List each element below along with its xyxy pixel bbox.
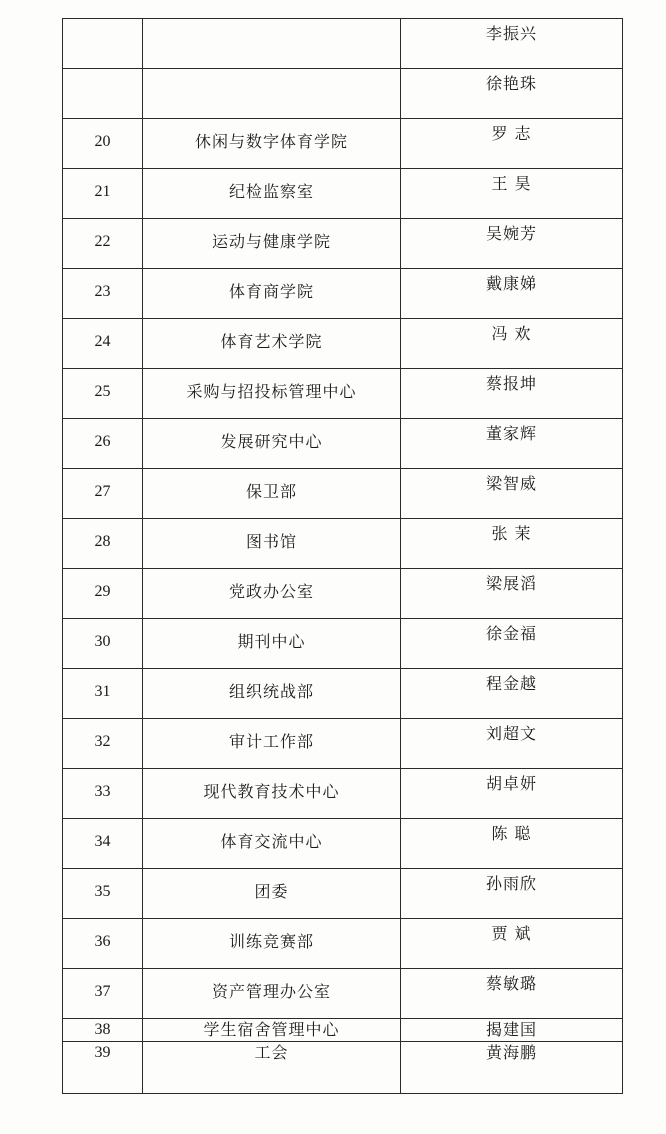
name-cell-text: 黄海鹏 xyxy=(485,1043,537,1062)
department-cell-text: 审计工作部 xyxy=(228,732,314,751)
name-cell xyxy=(401,619,623,669)
department-cell-text xyxy=(143,19,400,33)
table-row xyxy=(63,619,623,669)
row-number xyxy=(63,19,143,69)
table-row xyxy=(63,1019,623,1042)
department-cell xyxy=(143,969,401,1019)
department-cell-text: 党政办公室 xyxy=(228,582,314,601)
name-cell-text: 罗 志 xyxy=(491,124,532,143)
department-cell xyxy=(143,769,401,819)
row-number xyxy=(63,469,143,519)
name-cell xyxy=(401,719,623,769)
row-number-text: 26 xyxy=(94,433,111,450)
name-cell-text: 梁展滔 xyxy=(485,574,537,593)
department-cell-text: 体育交流中心 xyxy=(220,832,323,851)
name-cell-text: 程金越 xyxy=(485,674,537,693)
name-cell xyxy=(401,319,623,369)
row-number-text: 35 xyxy=(94,883,111,900)
department-cell xyxy=(143,269,401,319)
name-cell-text: 梁智威 xyxy=(485,474,537,493)
row-number xyxy=(63,719,143,769)
row-number xyxy=(63,669,143,719)
row-number xyxy=(63,919,143,969)
table-row xyxy=(63,919,623,969)
roster-body xyxy=(63,19,623,1094)
table-row xyxy=(63,69,623,119)
row-number-text: 23 xyxy=(94,283,111,300)
name-cell-text: 陈 聪 xyxy=(491,824,532,843)
department-cell-text: 体育艺术学院 xyxy=(220,332,323,351)
roster-table xyxy=(62,18,623,1094)
name-cell-text: 李振兴 xyxy=(485,24,537,43)
table-row xyxy=(63,969,623,1019)
name-cell xyxy=(401,469,623,519)
name-cell xyxy=(401,1042,623,1094)
department-cell-text: 资产管理办公室 xyxy=(211,982,331,1001)
row-number-text: 38 xyxy=(94,1021,111,1038)
name-cell-text: 胡卓妍 xyxy=(485,774,537,793)
table-row xyxy=(63,419,623,469)
row-number-text: 36 xyxy=(94,933,111,950)
department-cell xyxy=(143,819,401,869)
name-cell-text: 蔡敏璐 xyxy=(485,974,537,993)
table-row xyxy=(63,119,623,169)
name-cell xyxy=(401,569,623,619)
row-number-text: 24 xyxy=(94,333,111,350)
table-row xyxy=(63,219,623,269)
name-cell xyxy=(401,869,623,919)
row-number-text: 29 xyxy=(94,583,111,600)
row-number-text: 25 xyxy=(94,383,111,400)
table-row xyxy=(63,569,623,619)
name-cell-text: 揭建国 xyxy=(485,1020,537,1039)
row-number xyxy=(63,69,143,119)
row-number-text: 27 xyxy=(94,483,111,500)
department-cell-text: 体育商学院 xyxy=(228,282,314,301)
table-row xyxy=(63,169,623,219)
department-cell xyxy=(143,169,401,219)
row-number xyxy=(63,1019,143,1042)
department-cell xyxy=(143,919,401,969)
row-number-text: 31 xyxy=(94,683,111,700)
name-cell xyxy=(401,819,623,869)
name-cell-text: 刘超文 xyxy=(485,724,537,743)
name-cell xyxy=(401,519,623,569)
department-cell xyxy=(143,469,401,519)
name-cell-text: 吴婉芳 xyxy=(485,224,537,243)
table-row xyxy=(63,1042,623,1094)
department-cell xyxy=(143,19,401,69)
row-number-text: 28 xyxy=(94,533,111,550)
department-cell xyxy=(143,719,401,769)
row-number-text: 37 xyxy=(94,983,111,1000)
department-cell-text xyxy=(143,69,400,83)
table-row xyxy=(63,819,623,869)
table-row xyxy=(63,669,623,719)
name-cell xyxy=(401,69,623,119)
department-cell xyxy=(143,669,401,719)
table-row xyxy=(63,769,623,819)
row-number-text: 30 xyxy=(94,633,111,650)
table-row xyxy=(63,19,623,69)
name-cell xyxy=(401,1019,623,1042)
row-number-text: 32 xyxy=(94,733,111,750)
department-cell-text: 期刊中心 xyxy=(237,632,306,651)
department-cell xyxy=(143,1019,401,1042)
row-number-text xyxy=(63,19,142,33)
department-cell-text: 保卫部 xyxy=(245,482,297,501)
name-cell-text: 孙雨欣 xyxy=(485,874,537,893)
row-number xyxy=(63,969,143,1019)
name-cell-text: 徐艳珠 xyxy=(485,74,537,93)
row-number xyxy=(63,569,143,619)
name-cell xyxy=(401,669,623,719)
row-number xyxy=(63,169,143,219)
name-cell xyxy=(401,919,623,969)
row-number-text: 34 xyxy=(94,833,111,850)
row-number xyxy=(63,419,143,469)
name-cell-text: 戴康娣 xyxy=(485,274,537,293)
row-number xyxy=(63,519,143,569)
table-row xyxy=(63,719,623,769)
row-number xyxy=(63,219,143,269)
department-cell xyxy=(143,1042,401,1094)
row-number-text: 22 xyxy=(94,233,111,250)
name-cell-text: 王 昊 xyxy=(491,174,532,193)
department-cell-text: 运动与健康学院 xyxy=(211,232,331,251)
name-cell-text: 冯 欢 xyxy=(491,324,532,343)
table-row xyxy=(63,319,623,369)
department-cell xyxy=(143,119,401,169)
department-cell-text: 发展研究中心 xyxy=(220,432,323,451)
row-number-text: 33 xyxy=(94,783,111,800)
name-cell-text: 徐金福 xyxy=(485,624,537,643)
table-row xyxy=(63,519,623,569)
department-cell-text: 休闲与数字体育学院 xyxy=(194,132,348,151)
name-cell-text: 贾 斌 xyxy=(491,924,532,943)
department-cell xyxy=(143,369,401,419)
department-cell xyxy=(143,569,401,619)
department-cell-text: 训练竞赛部 xyxy=(228,932,314,951)
department-cell-text: 组织统战部 xyxy=(228,682,314,701)
department-cell-text: 纪检监察室 xyxy=(228,182,314,201)
department-cell xyxy=(143,869,401,919)
name-cell xyxy=(401,219,623,269)
department-cell xyxy=(143,419,401,469)
department-cell-text: 现代教育技术中心 xyxy=(203,782,340,801)
name-cell xyxy=(401,169,623,219)
row-number xyxy=(63,119,143,169)
row-number-text: 39 xyxy=(94,1044,111,1061)
row-number-text xyxy=(63,69,142,83)
row-number xyxy=(63,819,143,869)
table-row xyxy=(63,869,623,919)
department-cell xyxy=(143,219,401,269)
name-cell xyxy=(401,769,623,819)
table-row xyxy=(63,369,623,419)
row-number-text: 20 xyxy=(94,133,111,150)
department-cell-text: 工会 xyxy=(254,1043,289,1062)
department-cell xyxy=(143,69,401,119)
name-cell xyxy=(401,369,623,419)
row-number-text: 21 xyxy=(94,183,111,200)
department-cell xyxy=(143,619,401,669)
row-number xyxy=(63,369,143,419)
department-cell-text: 团委 xyxy=(254,882,289,901)
row-number xyxy=(63,319,143,369)
department-cell-text: 采购与招投标管理中心 xyxy=(186,382,357,401)
name-cell-text: 董家辉 xyxy=(485,424,537,443)
row-number xyxy=(63,769,143,819)
name-cell xyxy=(401,969,623,1019)
row-number xyxy=(63,869,143,919)
row-number xyxy=(63,1042,143,1094)
table-row xyxy=(63,469,623,519)
name-cell-text: 蔡报坤 xyxy=(485,374,537,393)
name-cell-text: 张 茉 xyxy=(491,524,532,543)
row-number xyxy=(63,269,143,319)
name-cell xyxy=(401,269,623,319)
department-cell-text: 学生宿舍管理中心 xyxy=(203,1020,340,1039)
name-cell xyxy=(401,419,623,469)
department-cell-text: 图书馆 xyxy=(245,532,297,551)
row-number xyxy=(63,619,143,669)
table-row xyxy=(63,269,623,319)
name-cell xyxy=(401,119,623,169)
department-cell xyxy=(143,319,401,369)
name-cell xyxy=(401,19,623,69)
department-cell xyxy=(143,519,401,569)
